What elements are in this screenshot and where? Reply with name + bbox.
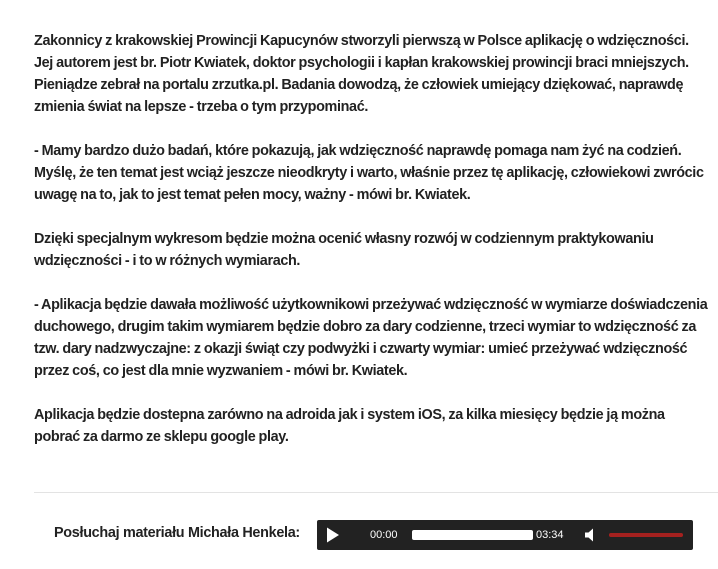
play-button[interactable] xyxy=(317,520,347,550)
audio-player xyxy=(317,520,693,550)
current-time: 00:00 xyxy=(370,529,398,541)
article-paragraph: Aplikacja będzie dostepna zarówno na adroida jak i system iOS, za kilka miesięcy będzie ją można pobrać za darmo ze sklepu google play. xyxy=(34,407,665,445)
mute-button[interactable] xyxy=(583,526,601,544)
article-paragraph: Dzięki specjalnym wykresom będzie można ocenić własny rozwój w codziennym praktykowaniu wdzięczności - i to w różnych wymiarach. xyxy=(34,231,654,269)
article-paragraph: Zakonnicy z krakowskiej Prowincji Kapucynów stworzyli pierwszą w Polsce aplikację o wdzięczności. Jej autorem jest br. Piotr Kwiatek, doktor psychologii i kapłan krakowskiej prowincji braci mniejszych. Pieniądze zebrał na portalu zrzutka.pl. Badania dowodzą, że człowiek umiejący dziękować, naprawdę zmienia świat na lepsze - trzeba o tym przypominać. xyxy=(34,33,689,115)
volume-slider[interactable] xyxy=(609,533,683,537)
seek-bar[interactable] xyxy=(412,530,533,540)
play-icon xyxy=(317,520,347,550)
total-duration: 03:34 xyxy=(536,529,564,541)
section-divider xyxy=(34,492,718,493)
article-paragraph: - Aplikacja będzie dawała możliwość użytkownikowi przeżywać wdzięczność w wymiarze doświadczenia duchowego, drugim takim wymiarem będzie dobro za dary codzienne, trzeci wymiar to wdzięczność za tzw. dary nadzwyczajne: z okazji świąt czy podwyżki i czwarty wymiar: umieć przeżywać wdzięczność przez coś, co jest dla mnie wyzwaniem - mówi br. Kwiatek. xyxy=(34,297,708,379)
volume-level xyxy=(609,533,683,537)
speaker-icon xyxy=(583,526,601,544)
audio-label: Posłuchaj materiału Michała Henkela: xyxy=(54,525,300,541)
article-body xyxy=(34,30,710,470)
article-paragraph: - Mamy bardzo dużo badań, które pokazują, jak wdzięczność naprawdę pomaga nam żyć na codzień. Myślę, że ten temat jest wciąż jeszcze nieodkryty i warto, właśnie przez tę aplikację, człowiekowi zwrócic uwagę na to, jak to jest temat pełen mocy, ważny - mówi br. Kwiatek. xyxy=(34,143,704,203)
